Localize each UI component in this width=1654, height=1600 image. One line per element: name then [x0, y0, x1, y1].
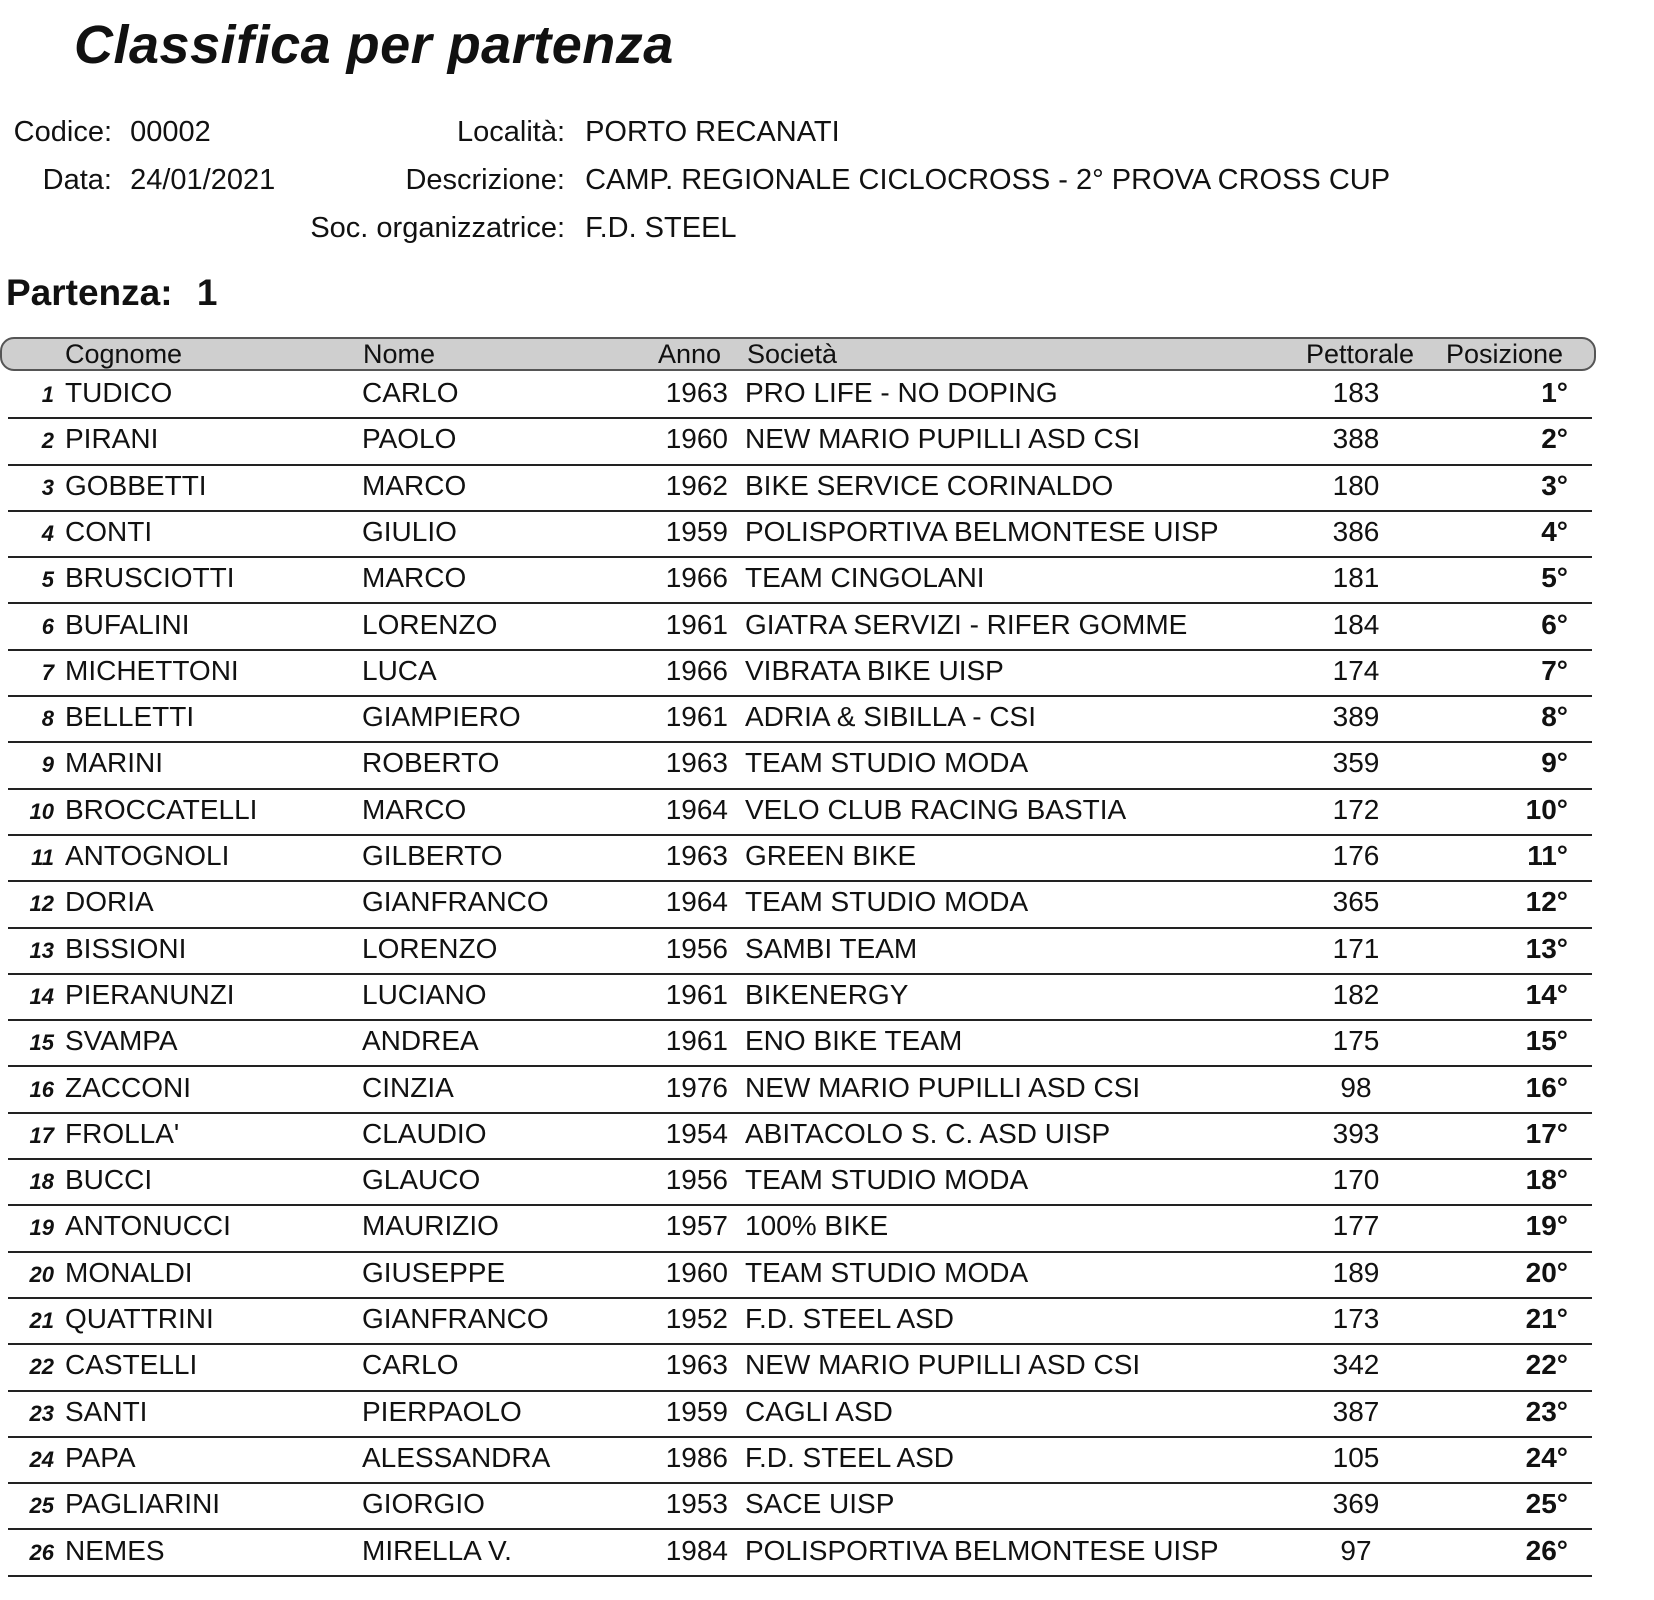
cell-nome: MARCO: [362, 562, 467, 594]
cell-societa: ENO BIKE TEAM: [745, 1025, 963, 1057]
table-row: [8, 1438, 1592, 1484]
cell-nome: GIORGIO: [362, 1488, 485, 1520]
cell-societa: NEW MARIO PUPILLI ASD CSI: [745, 423, 1141, 455]
cell-nome: CINZIA: [362, 1071, 454, 1103]
cell-anno: 1963: [665, 840, 728, 871]
cell-anno: 1954: [665, 1117, 728, 1149]
row-number: 17: [29, 1122, 54, 1148]
cell-cognome: BUFALINI: [65, 608, 190, 640]
cell-cognome: QUATTRINI: [65, 1303, 214, 1334]
cell-societa: CAGLI ASD: [745, 1395, 893, 1427]
row-number: 18: [29, 1169, 54, 1195]
row-number: 26: [29, 1539, 54, 1565]
row-number: 7: [41, 659, 54, 685]
table-row: [8, 929, 1592, 975]
partenza-label: Partenza:: [6, 272, 173, 313]
cell-nome: MIRELLA V.: [362, 1534, 512, 1566]
table-row: [8, 790, 1592, 836]
cell-posizione: 5°: [1541, 562, 1568, 594]
cell-societa: GREEN BIKE: [745, 840, 917, 871]
table-row: [8, 512, 1592, 558]
row-number: 21: [29, 1308, 54, 1333]
row-number: 12: [29, 891, 54, 917]
table-row: [8, 1392, 1592, 1438]
cell-posizione: 23°: [1525, 1395, 1568, 1427]
header-pettorale: Pettorale: [1306, 339, 1415, 369]
cell-pettorale: 359: [1332, 747, 1380, 779]
table-row: [8, 419, 1592, 465]
data-label: Data:: [42, 164, 112, 196]
cell-societa: POLISPORTIVA BELMONTESE UISP: [745, 515, 1219, 547]
cell-societa: NEW MARIO PUPILLI ASD CSI: [745, 1349, 1141, 1381]
row-number: 6: [41, 613, 54, 639]
cell-posizione: 10°: [1525, 793, 1568, 825]
cell-posizione: 7°: [1541, 654, 1568, 686]
cell-pettorale: 172: [1332, 793, 1380, 825]
cell-anno: 1959: [665, 1395, 728, 1427]
cell-nome: ANDREA: [362, 1025, 479, 1057]
header-posizione: Posizione: [1446, 339, 1564, 369]
cell-nome: CLAUDIO: [362, 1117, 487, 1149]
cell-nome: ROBERTO: [362, 747, 500, 779]
cell-nome: MAURIZIO: [362, 1210, 499, 1242]
row-number: 13: [29, 937, 54, 963]
cell-societa: BIKENERGY: [745, 978, 909, 1010]
cell-cognome: TUDICO: [65, 377, 173, 408]
cell-anno: 1966: [665, 562, 728, 594]
soc-value: F.D. STEEL: [585, 212, 737, 244]
cell-posizione: 4°: [1541, 515, 1568, 547]
descrizione-value: CAMP. REGIONALE CICLOCROSS - 2° PROVA CROSS CUP: [585, 164, 1391, 196]
cell-cognome: DORIA: [65, 886, 154, 918]
table-row: [8, 743, 1592, 789]
cell-pettorale: 180: [1332, 469, 1380, 501]
row-number: 23: [29, 1400, 54, 1426]
cell-cognome: BROCCATELLI: [65, 793, 258, 825]
meta-descrizione: [280, 164, 1390, 197]
cell-cognome: FROLLA': [65, 1117, 180, 1149]
cell-anno: 1964: [665, 886, 728, 918]
cell-nome: GIUSEPPE: [362, 1256, 506, 1288]
table-row: [8, 1531, 1592, 1577]
cell-cognome: BELLETTI: [65, 701, 195, 733]
meta-data: [8, 164, 275, 197]
codice-value: 00002: [130, 116, 211, 148]
cell-pettorale: 189: [1332, 1256, 1380, 1288]
row-number: 3: [41, 474, 54, 500]
table-row: [8, 1299, 1592, 1345]
row-number: 2: [41, 428, 54, 454]
cell-anno: 1952: [665, 1303, 728, 1334]
row-number: 20: [29, 1261, 54, 1287]
cell-societa: 100% BIKE: [745, 1210, 889, 1242]
table-row: [8, 697, 1592, 743]
cell-posizione: 17°: [1525, 1117, 1568, 1149]
cell-posizione: 24°: [1525, 1441, 1568, 1473]
cell-societa: ADRIA & SIBILLA - CSI: [745, 701, 1037, 733]
cell-posizione: 19°: [1525, 1210, 1568, 1242]
cell-cognome: GOBBETTI: [65, 469, 207, 501]
cell-pettorale: 175: [1332, 1025, 1380, 1057]
cell-nome: PAOLO: [362, 423, 457, 455]
cell-societa: VIBRATA BIKE UISP: [745, 654, 1004, 686]
cell-cognome: MICHETTONI: [65, 654, 239, 686]
row-number: 1: [41, 382, 54, 407]
cell-pettorale: 171: [1332, 932, 1380, 964]
cell-cognome: MONALDI: [65, 1256, 193, 1288]
row-number: 24: [29, 1446, 54, 1472]
cell-nome: LORENZO: [362, 932, 498, 964]
cell-anno: 1956: [665, 1164, 728, 1196]
cell-pettorale: 105: [1332, 1441, 1380, 1473]
cell-cognome: PIERANUNZI: [65, 978, 235, 1010]
cell-anno: 1963: [665, 747, 728, 779]
cell-posizione: 12°: [1525, 886, 1568, 918]
cell-pettorale: 369: [1332, 1488, 1380, 1520]
cell-pettorale: 97: [1340, 1534, 1372, 1566]
cell-cognome: ZACCONI: [65, 1071, 191, 1103]
cell-cognome: BRUSCIOTTI: [65, 562, 235, 594]
cell-anno: 1956: [665, 932, 728, 964]
cell-pettorale: 386: [1332, 515, 1380, 547]
row-number: 15: [29, 1030, 54, 1056]
cell-anno: 1962: [665, 469, 728, 501]
cell-nome: LUCIANO: [362, 978, 487, 1010]
soc-label: Soc. organizzatrice:: [310, 212, 565, 244]
cell-societa: BIKE SERVICE CORINALDO: [745, 469, 1114, 501]
table-row: [8, 1068, 1592, 1114]
cell-pettorale: 182: [1332, 978, 1380, 1010]
cell-anno: 1961: [665, 1025, 728, 1057]
cell-pettorale: 170: [1332, 1164, 1380, 1196]
table-row: [8, 1021, 1592, 1067]
table-row: [8, 836, 1592, 882]
row-number: 10: [29, 798, 54, 824]
meta-codice: [8, 116, 211, 149]
cell-cognome: PAGLIARINI: [65, 1488, 221, 1520]
cell-societa: POLISPORTIVA BELMONTESE UISP: [745, 1534, 1219, 1566]
cell-cognome: BISSIONI: [65, 932, 187, 964]
meta-soc-organizzatrice: [280, 212, 737, 245]
cell-nome: LORENZO: [362, 608, 498, 640]
cell-societa: VELO CLUB RACING BASTIA: [745, 793, 1127, 825]
cell-posizione: 6°: [1541, 608, 1568, 640]
cell-pettorale: 387: [1332, 1395, 1380, 1427]
cell-posizione: 3°: [1541, 469, 1568, 501]
data-value: 24/01/2021: [130, 164, 276, 196]
row-number: 14: [29, 983, 54, 1009]
header-societa: Società: [747, 339, 838, 369]
row-number: 5: [41, 567, 54, 593]
cell-nome: GIAMPIERO: [362, 701, 521, 733]
table-row: [8, 466, 1592, 512]
cell-cognome: BUCCI: [65, 1164, 153, 1196]
cell-anno: 1961: [665, 608, 728, 640]
table-row: [8, 651, 1592, 697]
cell-pettorale: 177: [1332, 1210, 1380, 1242]
cell-anno: 1964: [665, 793, 728, 825]
cell-posizione: 13°: [1525, 932, 1568, 964]
cell-nome: CARLO: [362, 377, 459, 408]
table-row: [8, 882, 1592, 928]
meta-localita: [280, 116, 840, 149]
header-nome: Nome: [363, 339, 436, 369]
table-row: [8, 605, 1592, 651]
cell-cognome: NEMES: [65, 1534, 165, 1566]
cell-societa: PRO LIFE - NO DOPING: [745, 377, 1058, 408]
cell-cognome: ANTONUCCI: [65, 1210, 231, 1242]
cell-anno: 1960: [665, 1256, 728, 1288]
cell-societa: F.D. STEEL ASD: [745, 1441, 955, 1473]
cell-societa: NEW MARIO PUPILLI ASD CSI: [745, 1071, 1141, 1103]
descrizione-label: Descrizione:: [405, 164, 565, 196]
cell-nome: MARCO: [362, 793, 467, 825]
cell-posizione: 18°: [1525, 1164, 1568, 1196]
cell-pettorale: 183: [1332, 377, 1380, 408]
cell-posizione: 15°: [1525, 1025, 1568, 1057]
table-row: [8, 1160, 1592, 1206]
cell-anno: 1963: [665, 1349, 728, 1381]
cell-posizione: 26°: [1525, 1534, 1568, 1566]
cell-nome: MARCO: [362, 469, 467, 501]
cell-posizione: 1°: [1541, 377, 1568, 408]
cell-societa: F.D. STEEL ASD: [745, 1303, 955, 1334]
cell-societa: SAMBI TEAM: [745, 932, 918, 964]
cell-nome: PIERPAOLO: [362, 1395, 522, 1427]
cell-anno: 1961: [665, 701, 728, 733]
table-row: [8, 1253, 1592, 1299]
header-anno: Anno: [658, 339, 722, 369]
cell-societa: TEAM STUDIO MODA: [745, 1164, 1029, 1196]
cell-cognome: CONTI: [65, 515, 153, 547]
cell-posizione: 9°: [1541, 747, 1568, 779]
cell-cognome: PAPA: [65, 1441, 136, 1473]
row-number: 4: [41, 520, 54, 546]
table-row: [8, 1114, 1592, 1160]
row-number: 16: [29, 1076, 54, 1102]
cell-anno: 1953: [665, 1488, 728, 1520]
cell-nome: GIULIO: [362, 515, 457, 547]
cell-cognome: SVAMPA: [65, 1025, 178, 1057]
cell-pettorale: 342: [1332, 1349, 1380, 1381]
table-row: [8, 1484, 1592, 1530]
cell-posizione: 8°: [1541, 701, 1568, 733]
cell-pettorale: 365: [1332, 886, 1380, 918]
cell-pettorale: 176: [1332, 840, 1380, 871]
table-row: [8, 558, 1592, 604]
cell-nome: GIANFRANCO: [362, 1303, 549, 1334]
table-row: [8, 373, 1592, 419]
cell-nome: LUCA: [362, 654, 437, 686]
cell-anno: 1986: [665, 1441, 728, 1473]
table-row: [8, 1206, 1592, 1252]
row-number: 22: [29, 1354, 54, 1380]
cell-pettorale: 181: [1332, 562, 1380, 594]
cell-cognome: CASTELLI: [65, 1349, 198, 1381]
header-cognome: Cognome: [65, 339, 183, 369]
cell-anno: 1957: [665, 1210, 728, 1242]
cell-posizione: 22°: [1525, 1349, 1568, 1381]
cell-posizione: 25°: [1525, 1488, 1568, 1520]
cell-posizione: 16°: [1525, 1071, 1568, 1103]
table-row: [8, 1345, 1592, 1391]
cell-pettorale: 98: [1340, 1071, 1372, 1103]
cell-societa: TEAM STUDIO MODA: [745, 1256, 1029, 1288]
cell-anno: 1984: [665, 1534, 728, 1566]
cell-societa: SACE UISP: [745, 1488, 895, 1520]
cell-nome: GILBERTO: [362, 840, 503, 871]
localita-value: PORTO RECANATI: [585, 116, 840, 148]
cell-cognome: ANTOGNOLI: [65, 840, 230, 871]
cell-pettorale: 173: [1332, 1303, 1380, 1334]
cell-societa: TEAM STUDIO MODA: [745, 747, 1029, 779]
cell-pettorale: 184: [1332, 608, 1380, 640]
cell-posizione: 21°: [1525, 1303, 1568, 1334]
row-number: 19: [29, 1215, 54, 1241]
cell-anno: 1961: [665, 978, 728, 1010]
cell-societa: GIATRA SERVIZI - RIFER GOMME: [745, 608, 1188, 640]
row-number: 11: [31, 845, 54, 870]
row-number: 9: [41, 752, 54, 778]
cell-societa: TEAM CINGOLANI: [745, 562, 985, 594]
cell-anno: 1963: [665, 377, 728, 408]
cell-nome: CARLO: [362, 1349, 459, 1381]
row-number: 8: [41, 706, 54, 732]
cell-cognome: PIRANI: [65, 423, 159, 455]
localita-label: Località:: [456, 116, 565, 148]
cell-pettorale: 393: [1332, 1117, 1380, 1149]
table-header: [0, 337, 1596, 371]
cell-posizione: 14°: [1525, 978, 1568, 1010]
row-number: 25: [29, 1493, 54, 1519]
cell-anno: 1959: [665, 515, 728, 547]
cell-societa: ABITACOLO S. C. ASD UISP: [745, 1117, 1111, 1149]
cell-pettorale: 388: [1332, 423, 1380, 455]
cell-posizione: 20°: [1525, 1256, 1568, 1288]
table-row: [8, 975, 1592, 1021]
cell-pettorale: 389: [1332, 701, 1380, 733]
cell-cognome: SANTI: [65, 1395, 148, 1427]
page-title: Classifica per partenza: [74, 15, 674, 75]
cell-nome: GLAUCO: [362, 1164, 481, 1196]
partenza-value: 1: [196, 272, 218, 313]
partenza-heading: [6, 272, 217, 314]
cell-pettorale: 174: [1332, 654, 1380, 686]
cell-nome: ALESSANDRA: [362, 1441, 551, 1473]
cell-cognome: MARINI: [65, 747, 163, 779]
cell-anno: 1966: [665, 654, 728, 686]
cell-societa: TEAM STUDIO MODA: [745, 886, 1029, 918]
cell-posizione: 2°: [1541, 423, 1568, 455]
cell-anno: 1976: [665, 1071, 728, 1103]
codice-label: Codice:: [13, 116, 112, 148]
cell-posizione: 11°: [1527, 840, 1568, 871]
cell-nome: GIANFRANCO: [362, 886, 549, 918]
cell-anno: 1960: [665, 423, 728, 455]
